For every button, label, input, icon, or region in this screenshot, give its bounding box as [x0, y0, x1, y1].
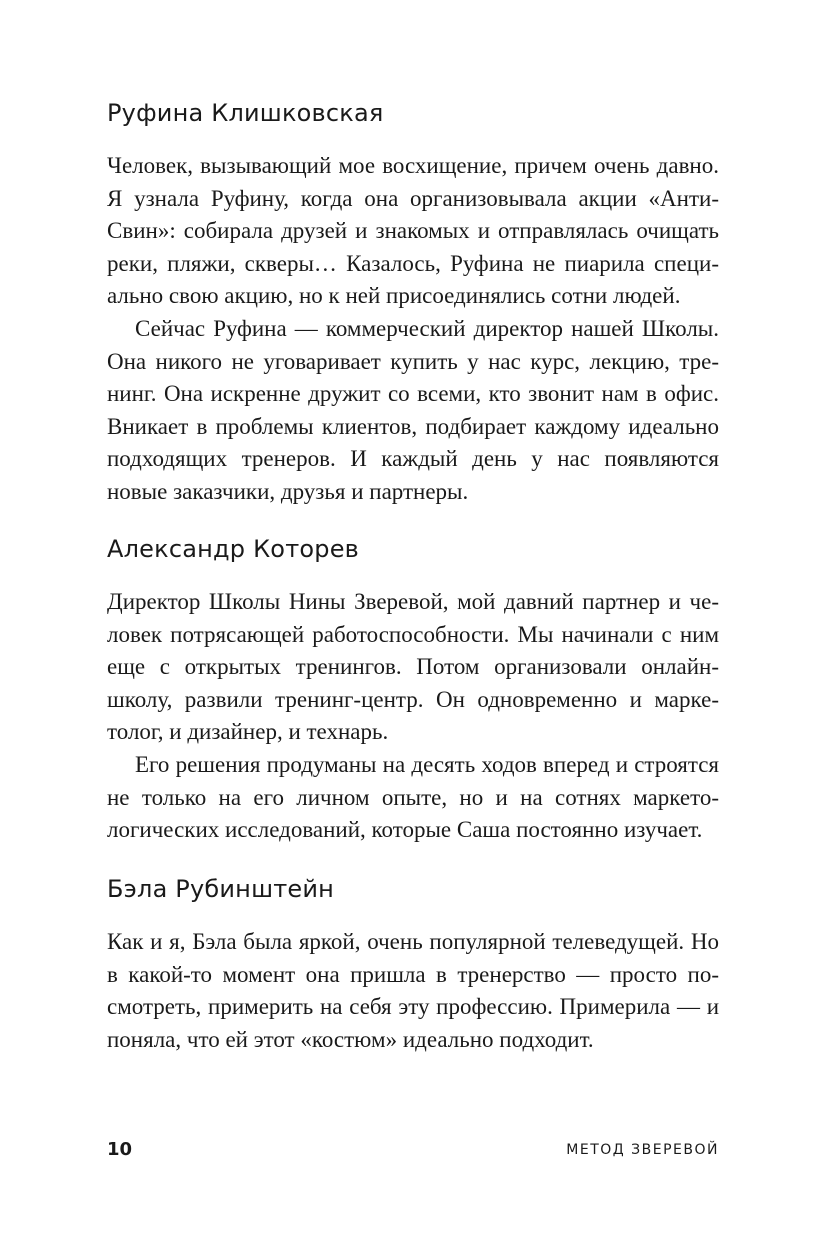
page-number: 10 — [107, 1139, 133, 1160]
section-heading: Александр Которев — [107, 535, 360, 563]
page-body — [107, 96, 719, 1056]
section-alexander — [107, 532, 719, 843]
paragraph: Как и я, Бэла была яркой, очень популярной телеведущей. Но в какой-то момент она пришла в тренерство — просто посмотреть, примерить на себя эту профессию. Примерила — и поняла, что ей этот «костюм» идеально подходит. — [107, 929, 719, 1052]
page-footer — [107, 1137, 719, 1163]
section-rufina — [107, 96, 719, 504]
section-heading: Бэла Рубинштейн — [107, 875, 335, 903]
section-bela — [107, 872, 719, 1056]
paragraph: Его решения продуманы на десять ходов вперед и строятся не только на его личном опыте, но и на сотнях маркетологических исследований, которые Саша постоянно изучает. — [107, 751, 719, 843]
paragraph: Человек, вызывающий мое восхищение, причем очень давно. Я узнала Руфину, когда она организовывала акции «АнтиСвин»: собирала друзей и знакомых и отправлялась очищать реки, пляжи, скверы… Казалось, Руфина не пиарила специально свою акцию, но к ней присоединялись сотни людей. — [107, 153, 719, 309]
paragraph: Сейчас Руфина — коммерческий директор нашей Школы. Она никого не уговаривает купить у нас курс, лекцию, тренинг. Она искренне дружит со всеми, кто звонит нам в офис. Вникает в проблемы клиентов, подбирает каждому идеально подходящих тренеров. И каждый день у нас появляются новые заказчики, друзья и партнеры. — [107, 315, 719, 504]
section-heading: Руфина Клишковская — [107, 99, 384, 127]
running-title: МЕТОД ЗВЕРЕВОЙ — [566, 1142, 719, 1158]
paragraph: Директор Школы Нины Зверевой, мой давний партнер и человек потрясающей работоспособности. Мы начинали с ним еще с открытых тренингов. Потом организовали онлайн-школу, развили тренинг-центр. Он одновременно и маркетолог, и дизайнер, и технарь. — [107, 589, 719, 745]
